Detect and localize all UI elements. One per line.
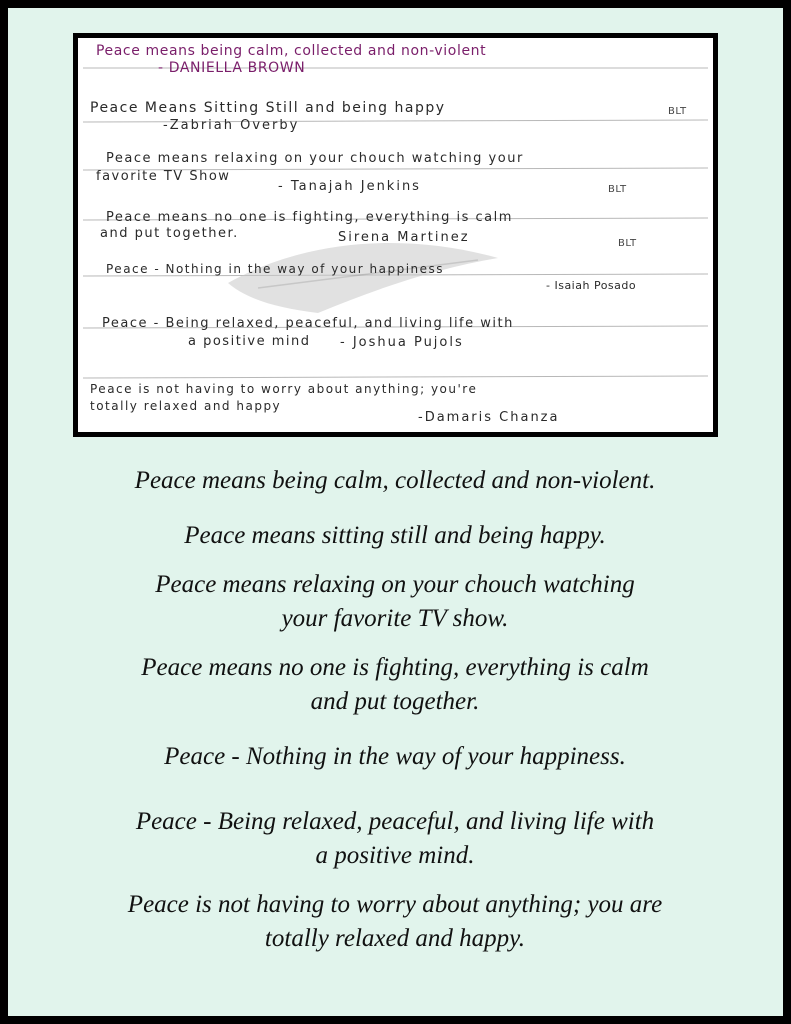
typed-quote-4 [40, 651, 750, 719]
entry-6-quote: Peace - Being relaxed, peaceful, and living life with [102, 316, 514, 331]
typed-quote-6 [40, 805, 750, 873]
entry-3-author: - Tanajah Jenkins [278, 179, 421, 194]
typed-quote-1-line-1: Peace means being calm, collected and non-violent. [134, 467, 656, 494]
handwritten-card-scan [78, 38, 713, 432]
typed-quote-6-line-1: Peace - Being relaxed, peaceful, and living life with [135, 808, 655, 835]
entry-4-initials: BLT [618, 238, 637, 249]
entry-1-quote: Peace means being calm, collected and non-violent [96, 43, 487, 59]
typed-quote-7 [40, 888, 750, 956]
typed-quote-2-line-1: Peace means sitting still and being happy. [184, 522, 606, 549]
entry-3-quote-line2: favorite TV Show [96, 169, 231, 184]
typed-quote-4-line-1: Peace means no one is fighting, everything is calm [141, 654, 649, 681]
entry-2-quote: Peace Means Sitting Still and being happy [90, 100, 446, 116]
typed-quote-7-line-2: totally relaxed and happy. [264, 925, 526, 952]
entry-7-quote: Peace is not having to worry about anything; you're [90, 382, 478, 396]
entry-6-author: - Joshua Pujols [340, 335, 464, 350]
entry-4-author: Sirena Martinez [338, 230, 470, 245]
entry-5-quote: Peace - Nothing in the way of your happiness [106, 262, 445, 276]
entry-6-quote-line2: a positive mind [188, 334, 311, 349]
typed-quote-4-line-2: and put together. [310, 688, 480, 715]
typed-quote-2 [40, 519, 750, 553]
typed-quote-5 [40, 740, 750, 774]
entry-2-author: -Zabriah Overby [163, 118, 300, 133]
entry-5-author: - Isaiah Posado [546, 279, 637, 292]
typed-quote-7-line-1: Peace is not having to worry about anything; you are [127, 891, 663, 918]
typed-quote-3 [40, 568, 750, 636]
typed-quote-3-line-1: Peace means relaxing on your chouch watching [155, 571, 635, 598]
typed-quote-6-line-2: a positive mind. [315, 842, 475, 869]
entry-4-quote-line2: and put together. [100, 226, 239, 241]
feather-watermark [228, 243, 498, 313]
typed-quote-3-line-2: your favorite TV show. [281, 605, 509, 632]
typed-quote-5-line-1: Peace - Nothing in the way of your happiness. [164, 743, 626, 770]
handwritten-card-frame [73, 33, 718, 437]
entry-7-author: -Damaris Chanza [418, 410, 560, 425]
typed-quote-1 [40, 464, 750, 498]
entry-3-quote: Peace means relaxing on your chouch watching your [106, 151, 524, 166]
entry-7-quote-line2: totally relaxed and happy [90, 399, 282, 413]
entry-2-initials: BLT [668, 106, 687, 117]
entry-4-quote: Peace means no one is fighting, everything is calm [106, 210, 513, 225]
entry-1-author: - DANIELLA BROWN [158, 60, 306, 76]
entry-3-initials: BLT [608, 184, 627, 195]
